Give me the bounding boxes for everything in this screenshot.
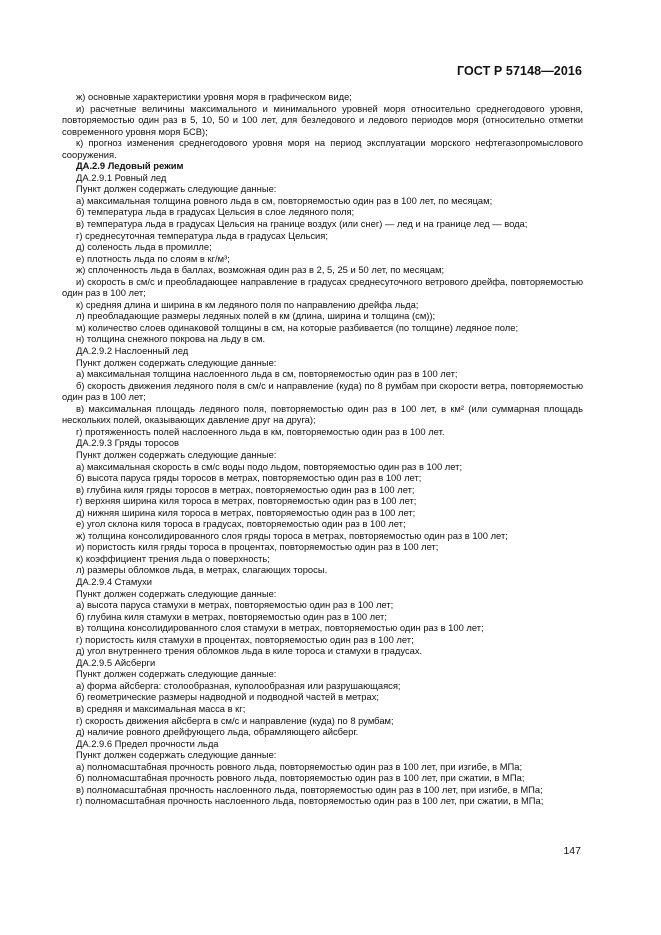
page-number: 147 [563,845,581,857]
paragraph: г) протяженность полей наслоенного льда в км, повторяемостью один раз в 100 лет. [76,425,445,437]
paragraph: в) средняя и максимальная масса в кг; [76,702,246,714]
paragraph: б) температура льда в градусах Цельсия в слое ледяного поля; [76,206,355,218]
paragraph: к) коэффициент трения льда о поверхность; [76,552,270,564]
paragraph: в) максимальная площадь ледяного поля, повторяемостью один раз в 100 лет, в км² (или суммарная площадь нескольких полей, оказывающих давление друг на друга); [62,402,583,426]
paragraph: б) скорость движения ледяного поля в см/с и направление (куда) по 8 румбам при скорости ветра, повторяемостью один раз в 100 лет; [62,379,583,403]
paragraph: Пункт должен содержать следующие данные: [76,183,277,195]
paragraph: д) наличие ровного дрейфующего льда, обрамляющего айсберг. [76,726,359,738]
paragraph: Пункт должен содержать следующие данные: [76,448,277,460]
paragraph: б) геометрические размеры надводной и подводной частей в метрах; [76,691,380,703]
paragraph: Пункт должен содержать следующие данные: [76,356,277,368]
paragraph: а) максимальная скорость в см/с воды подо льдом, повторяемостью один раз в 100 лет; [76,460,463,472]
paragraph: а) полномасштабная прочность ровного льда, повторяемостью один раз в 100 лет, при изгибе, в МПа; [76,760,523,772]
paragraph: а) форма айсберга: столообразная, куполообразная или разрушающаяся; [76,679,401,691]
paragraph: а) максимальная толщина ровного льда в см, повторяемостью один раз в 100 лет, по месяцам; [76,194,493,206]
paragraph: ДА.2.9.1 Ровный лед [76,171,167,183]
document-code: ГОСТ Р 57148—2016 [456,64,582,78]
paragraph: д) угол внутреннего трения обломков льда в киле тороса и стамухи в градусах. [76,645,423,657]
paragraph: Пункт должен содержать следующие данные: [76,668,277,680]
paragraph: е) плотность льда по слоям в кг/м³; [76,252,230,264]
paragraph: и) скорость в см/с и преобладающее направление в градусах среднесуточного ветрового дрейфа, повторяемостью один раз в 100 лет; [62,275,583,299]
paragraph: г) скорость движения айсберга в см/с и направление (куда) по 8 румбам; [76,714,394,726]
paragraph: Пункт должен содержать следующие данные: [76,749,277,761]
paragraph: ДА.2.9.6 Предел прочности льда [76,737,219,749]
paragraph: Пункт должен содержать следующие данные: [76,587,277,599]
paragraph: к) средняя длина и ширина в км ледяного поля по направлению дрейфа льда; [76,298,419,310]
paragraph: а) высота паруса стамухи в метрах, повторяемостью один раз в 100 лет; [76,599,394,611]
paragraph: д) соленость льда в промилле; [76,241,212,253]
paragraph: ДА.2.9.5 Айсберги [76,656,156,668]
paragraph: г) верхняя ширина киля тороса в метрах, повторяемостью один раз в 100 лет; [76,495,417,507]
paragraph: е) угол склона киля тороса в градусах, повторяемостью один раз в 100 лет; [76,518,406,530]
paragraph: к) прогноз изменения среднегодового уровня моря на период эксплуатации морского нефтегазопромыслового сооружения. [62,137,583,160]
paragraph: л) преобладающие размеры ледяных полей в км (длина, ширина и толщина (см)); [76,310,436,322]
paragraph: б) глубина киля стамухи в метрах, повторяемостью один раз в 100 лет; [76,610,387,622]
paragraph: а) максимальная толщина наслоенного льда в см, повторяемостью один раз в 100 лет; [76,368,458,380]
paragraph: б) полномасштабная прочность ровного льда, повторяемостью один раз в 100 лет, при сжатии, в МПа; [76,772,525,784]
paragraph: г) среднесуточная температура льда в градусах Цельсия; [76,229,328,241]
paragraph: ДА.2.9.2 Наслоенный лед [76,345,189,357]
paragraph: ДА.2.9.4 Стамухи [76,575,152,587]
paragraph: г) пористость киля стамухи в процентах, повторяемостью один раз в 100 лет; [76,633,414,645]
paragraph: и) пористость киля гряды тороса в процентах, повторяемостью один раз в 100 лет; [76,541,439,553]
paragraph: в) глубина киля гряды торосов в метрах, повторяемостью один раз в 100 лет; [76,483,415,495]
paragraph: д) нижняя ширина киля тороса в метрах, повторяемостью один раз в 100 лет; [76,506,416,518]
paragraph: н) толщина снежного покрова на льду в см. [76,333,266,345]
paragraph: ДА.2.9.3 Гряды торосов [76,437,180,449]
section-heading: ДА.2.9 Ледовый режим [76,160,184,172]
document-body [62,91,583,807]
paragraph: г) полномасштабная прочность наслоенного льда, повторяемостью один раз в 100 лет, при сжатии, в МПа; [76,795,544,807]
paragraph: ж) сплоченность льда в баллах, возможная один раз в 2, 5, 25 и 50 лет, по месяцам; [76,264,445,276]
paragraph: в) полномасштабная прочность наслоенного льда, повторяемостью один раз в 100 лет, при изгибе, в МПа; [76,783,543,795]
paragraph: в) температура льда в градусах Цельсия на границе воздух (или снег) — лед и на границе лед — вода; [76,218,528,230]
paragraph: л) размеры обломков льда, в метрах, слагающих торосы. [76,564,328,576]
paragraph: ж) толщина консолидированного слоя гряды тороса в метрах, повторяемостью один раз в 100 лет; [76,529,508,541]
paragraph: в) толщина консолидированного слоя стамухи в метрах, повторяемостью один раз в 100 лет; [76,622,484,634]
paragraph: б) высота паруса гряды торосов в метрах, повторяемостью один раз в 100 лет; [76,472,422,484]
paragraph: ж) основные характеристики уровня моря в графическом виде; [76,91,352,102]
paragraph: м) количество слоев одинаковой толщины в см, на которые разбивается (по толщине) ледяное поле; [76,321,519,333]
paragraph: и) расчетные величины максимального и минимального уровней моря относительно среднегодового уровня, повторяемостью один раз в 5, 10, 50 и 100 лет, для безледового и ледового периодов моря (относительно отметки современного уровня моря БСВ); [62,102,583,137]
